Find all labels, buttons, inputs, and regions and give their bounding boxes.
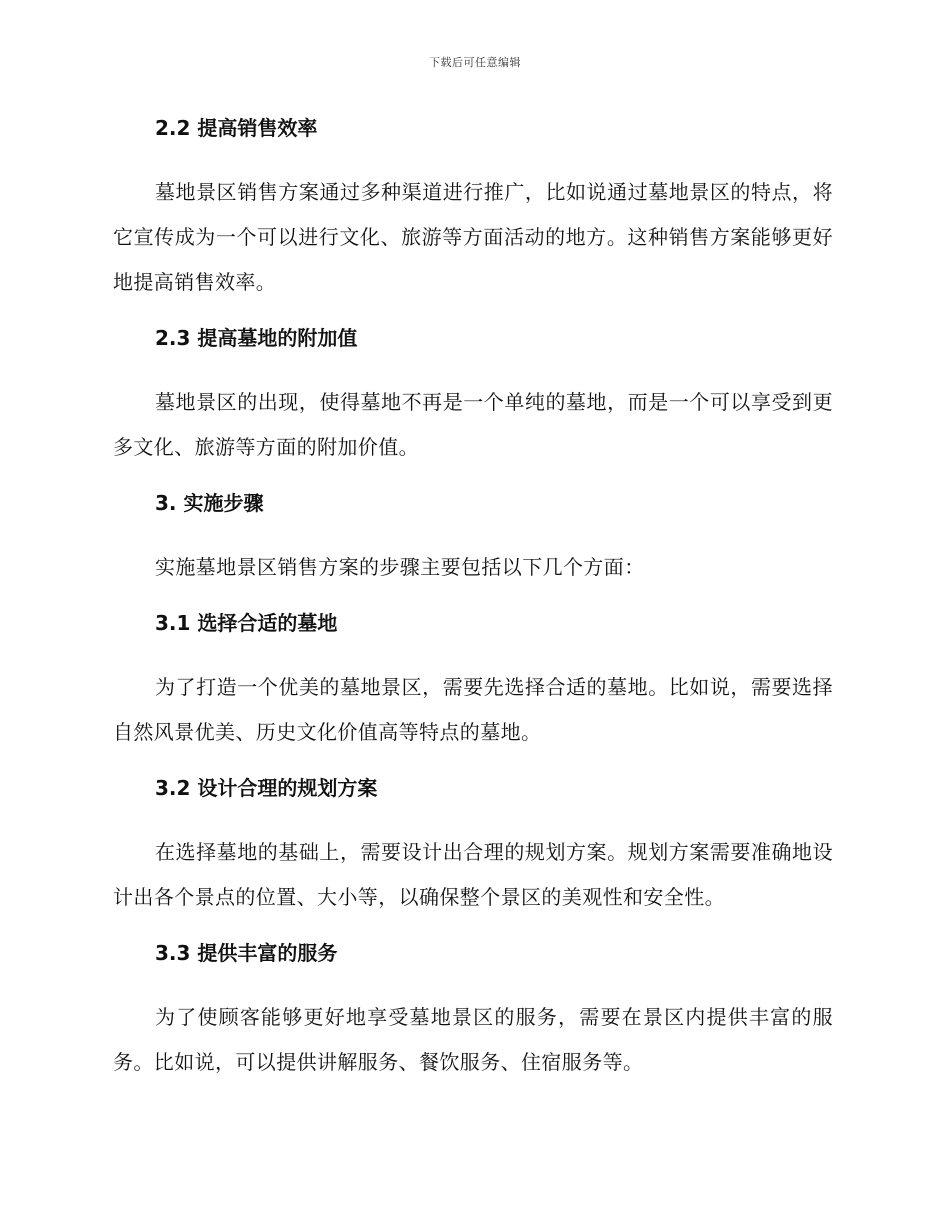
header-note: 下载后可任意编辑 xyxy=(429,56,521,69)
paragraph-added-value: 墓地景区的出现，使得墓地不再是一个单纯的墓地，而是一个可以享受到更多文化、旅游等方面的附加价值。 xyxy=(113,390,833,459)
paragraph-choose-site: 为了打造一个优美的墓地景区，需要先选择合适的墓地。比如说，需要选择自然风景优美、历史文化价值高等特点的墓地。 xyxy=(113,675,833,744)
section-heading-2-2: 2.2 提高销售效率 xyxy=(155,116,318,140)
paragraph-services: 为了使顾客能够更好地享受墓地景区的服务，需要在景区内提供丰富的服务。比如说，可以提供讲解服务、餐饮服务、住宿服务等。 xyxy=(113,1005,833,1074)
paragraph-sales-efficiency: 墓地景区销售方案通过多种渠道进行推广，比如说通过墓地景区的特点，将它宣传成为一个可以进行文化、旅游等方面活动的地方。这种销售方案能够更好地提高销售效率。 xyxy=(113,180,833,294)
section-heading-3: 3. 实施步骤 xyxy=(155,491,264,515)
section-heading-3-3: 3.3 提供丰富的服务 xyxy=(155,941,338,965)
paragraph-planning: 在选择墓地的基础上，需要设计出合理的规划方案。规划方案需要准确地设计出各个景点的位置、大小等，以确保整个景区的美观性和安全性。 xyxy=(113,840,833,909)
section-heading-2-3: 2.3 提高墓地的附加值 xyxy=(155,326,358,350)
document-body xyxy=(113,112,833,1102)
section-heading-3-1: 3.1 选择合适的墓地 xyxy=(155,611,338,635)
section-heading-3-2: 3.2 设计合理的规划方案 xyxy=(155,776,378,800)
paragraph-implementation-intro: 实施墓地景区销售方案的步骤主要包括以下几个方面： xyxy=(155,555,645,579)
